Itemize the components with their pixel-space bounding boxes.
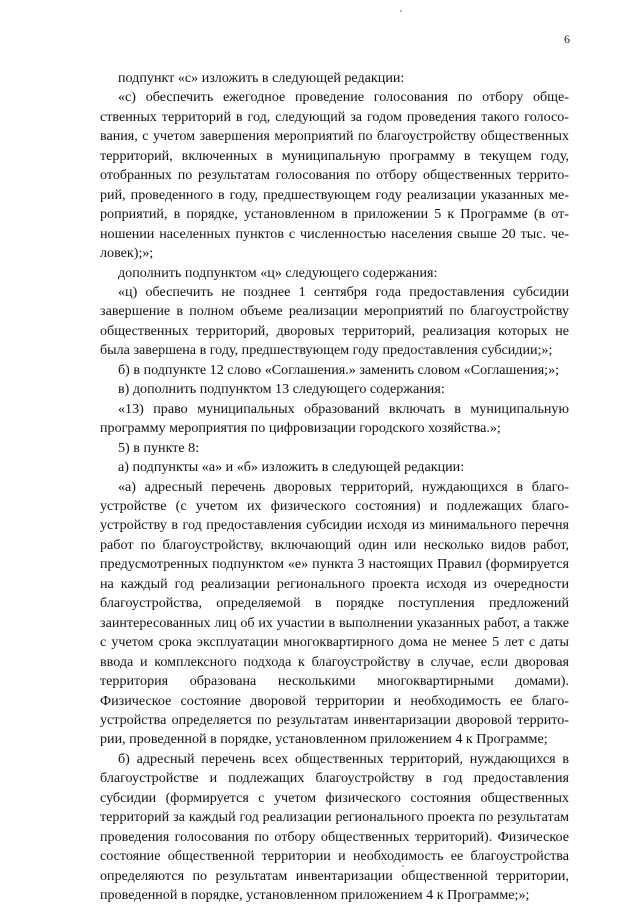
- paragraph-subpoint-ts-intro: дополнить подпунктом «ц» следующего содержания:: [118, 264, 438, 281]
- paragraph-item-a-intro: а) подпункты «а» и «б» изложить в следующей редакции:: [118, 459, 465, 476]
- paragraph-list-public-areas: б) адресный перечень всех общественных территорий, нуждающихся в благоустройстве и подлежащих благоустройству в год предоставления субсидии (формируется с учетом физического состояния общественных территорий за каждый год реализации регионального проекта по результатам проведения голосования по отбору общественных территорий). Физическое состояние общественной территории и необходимость ее благоустройства определяются по результатам инвентаризации общественной территории, проведенной в порядке, установленном приложением 4 к Программе;»;: [100, 750, 569, 904]
- page-number: 6: [564, 32, 570, 46]
- paragraph-list-courtyards: «а) адресный перечень дворовых территорий, нуждающихся в благоустройстве (с учетом их физического состояния) и подлежащих благоустройству в год предоставления субсидии исходя из минимального перечня работ по благоустройству, включающий один или несколько видов работ, предусмотренных подпунктом «е» пункта 3 настоящих Правил (формируется на каждый год реализации регионального проекта исходя из очередности благоустройства, определяемой в порядке поступления предложений заинтересованных лиц об их участии в выполнении указанных работ, а также с учетом срока эксплуатации многоквартирного дома не менее 5 лет с даты ввода и комплексного подхода к благоустройству в случае, если дворовая территория образована несколькими многоквартирными домами). Физическое состояние дворовой территории и необходимость ее благоустройства определяется по результатам инвентаризации дворовой территории, проведенной в порядке, установленном приложением 4 к Программе;: [100, 478, 569, 748]
- scan-speck: [400, 10, 402, 12]
- paragraph-point-5: 5) в пункте 8:: [118, 439, 200, 456]
- paragraph-subpoint-c-text: «с) обеспечить ежегодное проведение голосования по отбору общественных территорий в год, следующий за годом проведения такого голосования, с учетом завершения мероприятий по благоустройству общественных территорий, включенных в муниципальную программу в текущем году, отобранных по результатам голосования по отбору общественных территорий, проведенного в году, предшествующем году реализации указанных мероприятий, в порядке, установленном в приложении 5 к Программе (в отношении населенных пунктов с численностью населения свыше 20 тыс. человек);»;: [100, 89, 569, 262]
- paragraph-item-b-subpoint-12: б) в подпункте 12 слово «Соглашения.» заменить словом «Соглашения;»;: [118, 361, 560, 378]
- paragraph-subpoint-c-intro: подпункт «с» изложить в следующей редакции:: [118, 70, 405, 86]
- document-body: [100, 69, 569, 905]
- paragraph-subpoint-13-text: «13) право муниципальных образований включать в муниципальную программу мероприятия по цифровизации городского хозяйства.»;: [100, 400, 569, 437]
- paragraph-subpoint-ts-text: «ц) обеспечить не позднее 1 сентября года предоставления субсидии завершение в полном объеме реализации мероприятий по благоустройству общественных территорий, дворовых территорий, реализация которых не была завершена в году, предшествующем году предоставления субсидии;»;: [100, 283, 569, 359]
- paragraph-item-v-intro: в) дополнить подпунктом 13 следующего содержания:: [118, 381, 445, 398]
